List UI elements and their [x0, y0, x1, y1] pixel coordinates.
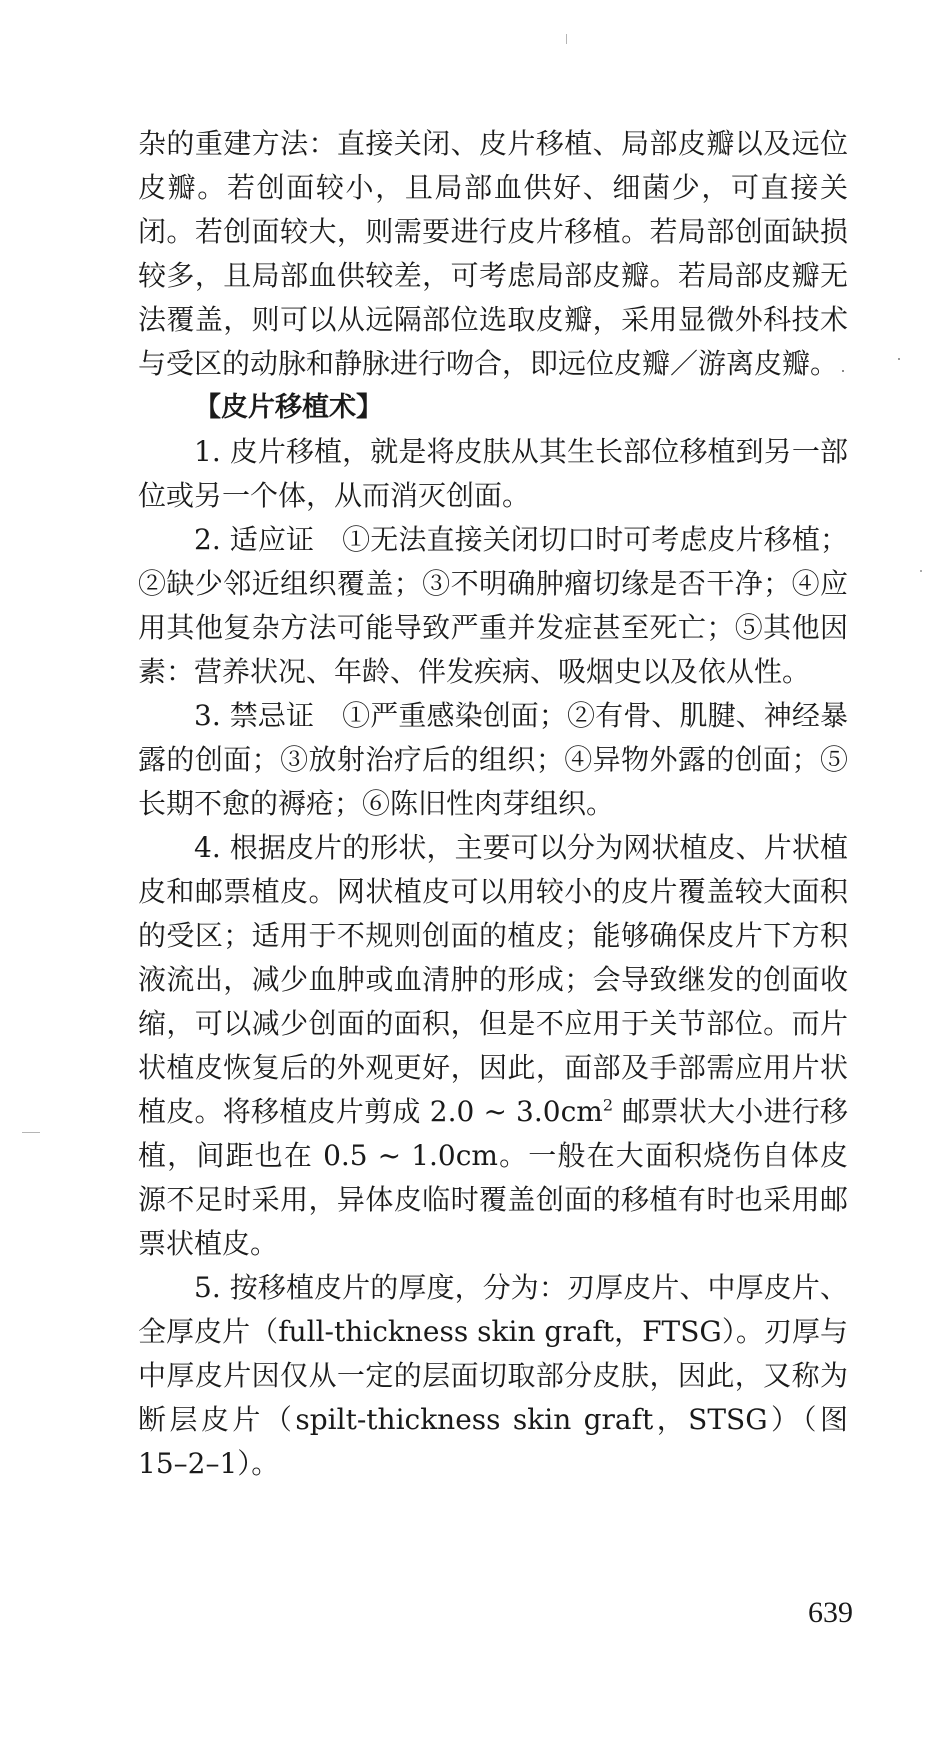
list-item-4: [138, 826, 848, 1266]
list-item-5: 5. 按移植皮片的厚度，分为：刃厚皮片、中厚皮片、全厚皮片（full-thickness skin graft，FTSG）。刃厚与中厚皮片因仅从一定的层面切取部分皮肤，因此，又称为断层皮片（spilt-thickness skin graft，STSG）（图 15–2–1）。: [138, 1271, 848, 1480]
section-heading: 【皮片移植术】: [194, 392, 383, 423]
superscript-2: 2: [602, 1095, 614, 1115]
scan-speck: [898, 358, 900, 360]
list-item-4-text-a: 4. 根据皮片的形状，主要可以分为网状植皮、片状植皮和邮票植皮。网状植皮可以用较小的皮片覆盖较大面积的受区；适用于不规则创面的植皮；能够确保皮片下方积液流出，减少血肿或血清肿的形成；会导致继发的创面收缩，可以减少创面的面积，但是不应用于关节部位。而片状植皮恢复后的外观更好，因此，面部及手部需应用片状植皮。将移植皮片剪成 2.0 ~ 3.0cm: [138, 831, 848, 1128]
list-item-1: 1. 皮片移植，就是将皮肤从其生长部位移植到另一部位或另一个体，从而消灭创面。: [138, 435, 848, 512]
list-item-3: 3. 禁忌证 ①严重感染创面；②有骨、肌腱、神经暴露的创面；③放射治疗后的组织；④异物外露的创面；⑤长期不愈的褥疮；⑥陈旧性肉芽组织。: [138, 699, 848, 820]
scan-speck: [920, 570, 922, 572]
page-number: 639: [808, 1596, 853, 1629]
list-item-2: 2. 适应证 ①无法直接关闭切口时可考虑皮片移植；②缺少邻近组织覆盖；③不明确肿瘤切缘是否干净；④应用其他复杂方法可能导致严重并发症甚至死亡；⑤其他因素：营养状况、年龄、伴发疾病、吸烟史以及依从性。: [138, 523, 848, 688]
list-item-4-text-b: 邮票状大小进行移植，间距也在 0.5 ~ 1.0cm。一般在大面积烧伤自体皮源不足时采用，异体皮临时覆盖创面的移植有时也采用邮票状植皮。: [138, 1095, 848, 1260]
scan-speck: [22, 1132, 40, 1133]
scan-speck: [566, 34, 567, 44]
body-text: [138, 122, 848, 1486]
intro-paragraph: 杂的重建方法：直接关闭、皮片移植、局部皮瓣以及远位皮瓣。若创面较小，且局部血供好、细菌少，可直接关闭。若创面较大，则需要进行皮片移植。若局部创面缺损较多，且局部血供较差，可考虑局部皮瓣。若局部皮瓣无法覆盖，则可以从远隔部位选取皮瓣，采用显微外科技术与受区的动脉和静脉进行吻合，即远位皮瓣／游离皮瓣。: [138, 127, 848, 380]
